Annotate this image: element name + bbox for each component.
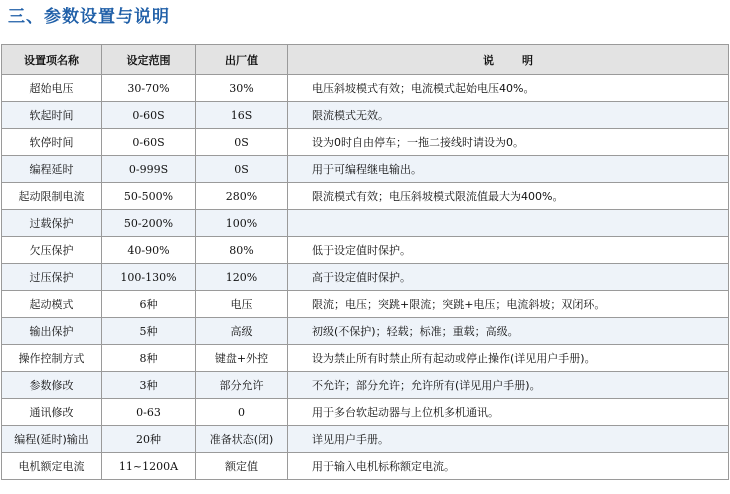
table-row: [2, 399, 729, 426]
cell-description: 详见用户手册。: [288, 426, 729, 453]
header-range: 设定范围: [102, 45, 196, 75]
cell-name: 编程延时: [2, 156, 102, 183]
table-header-row: [2, 45, 729, 75]
cell-name: 软停时间: [2, 129, 102, 156]
cell-description: 限流；电压；突跳+限流；突跳+电压；电流斜坡；双闭环。: [288, 291, 729, 318]
table-row: [2, 264, 729, 291]
cell-default: 部分允许: [196, 372, 288, 399]
cell-default: 16S: [196, 102, 288, 129]
table-row: [2, 318, 729, 345]
table-row: [2, 183, 729, 210]
cell-default: 键盘+外控: [196, 345, 288, 372]
cell-description: 初级(不保护)；轻载；标准；重载；高级。: [288, 318, 729, 345]
cell-name: 过压保护: [2, 264, 102, 291]
cell-range: 50-200%: [102, 210, 196, 237]
cell-range: 0-999S: [102, 156, 196, 183]
cell-default: 120%: [196, 264, 288, 291]
cell-range: 8种: [102, 345, 196, 372]
table-row: [2, 372, 729, 399]
cell-range: 3种: [102, 372, 196, 399]
cell-description: 设为禁止所有时禁止所有起动或停止操作(详见用户手册)。: [288, 345, 729, 372]
cell-description: 用于多台软起动器与上位机多机通讯。: [288, 399, 729, 426]
cell-name: 输出保护: [2, 318, 102, 345]
cell-name: 通讯修改: [2, 399, 102, 426]
cell-default: 80%: [196, 237, 288, 264]
table-row: [2, 345, 729, 372]
cell-name: 电机额定电流: [2, 453, 102, 480]
header-description: 说明: [288, 45, 729, 75]
cell-range: 30-70%: [102, 75, 196, 102]
cell-name: 软起时间: [2, 102, 102, 129]
cell-description: 高于设定值时保护。: [288, 264, 729, 291]
cell-default: 准备状态(闭): [196, 426, 288, 453]
table-row: [2, 102, 729, 129]
cell-range: 0-60S: [102, 129, 196, 156]
cell-description: 用于可编程继电输出。: [288, 156, 729, 183]
cell-description: 电压斜坡模式有效；电流模式起始电压40%。: [288, 75, 729, 102]
cell-range: 20种: [102, 426, 196, 453]
cell-name: 过载保护: [2, 210, 102, 237]
cell-description: 限流模式有效；电压斜坡模式限流值最大为400%。: [288, 183, 729, 210]
cell-name: 操作控制方式: [2, 345, 102, 372]
cell-default: 0S: [196, 156, 288, 183]
cell-range: 6种: [102, 291, 196, 318]
parameter-table: [1, 44, 729, 480]
cell-description: 限流模式无效。: [288, 102, 729, 129]
cell-default: 0S: [196, 129, 288, 156]
cell-default: 高级: [196, 318, 288, 345]
cell-default: 额定值: [196, 453, 288, 480]
cell-range: 0-60S: [102, 102, 196, 129]
cell-description: [288, 210, 729, 237]
cell-name: 编程(延时)输出: [2, 426, 102, 453]
table-row: [2, 237, 729, 264]
cell-description: 设为0时自由停车；一拖二接线时请设为0。: [288, 129, 729, 156]
table-row: [2, 75, 729, 102]
cell-name: 起动限制电流: [2, 183, 102, 210]
cell-name: 超始电压: [2, 75, 102, 102]
cell-range: 0-63: [102, 399, 196, 426]
cell-default: 100%: [196, 210, 288, 237]
cell-description: 低于设定值时保护。: [288, 237, 729, 264]
table-row: [2, 453, 729, 480]
cell-range: 100-130%: [102, 264, 196, 291]
header-name: 设置项名称: [2, 45, 102, 75]
section-title: 三、参数设置与说明: [8, 7, 170, 27]
cell-range: 5种: [102, 318, 196, 345]
table-row: [2, 210, 729, 237]
cell-default: 电压: [196, 291, 288, 318]
cell-default: 0: [196, 399, 288, 426]
cell-description: 不允许；部分允许；允许所有(详见用户手册)。: [288, 372, 729, 399]
table-row: [2, 156, 729, 183]
cell-range: 11~1200A: [102, 453, 196, 480]
cell-description: 用于输入电机标称额定电流。: [288, 453, 729, 480]
cell-name: 起动模式: [2, 291, 102, 318]
table-row: [2, 129, 729, 156]
cell-name: 参数修改: [2, 372, 102, 399]
cell-default: 280%: [196, 183, 288, 210]
cell-name: 欠压保护: [2, 237, 102, 264]
cell-default: 30%: [196, 75, 288, 102]
cell-range: 40-90%: [102, 237, 196, 264]
header-default: 出厂值: [196, 45, 288, 75]
cell-range: 50-500%: [102, 183, 196, 210]
table-row: [2, 291, 729, 318]
table-row: [2, 426, 729, 453]
